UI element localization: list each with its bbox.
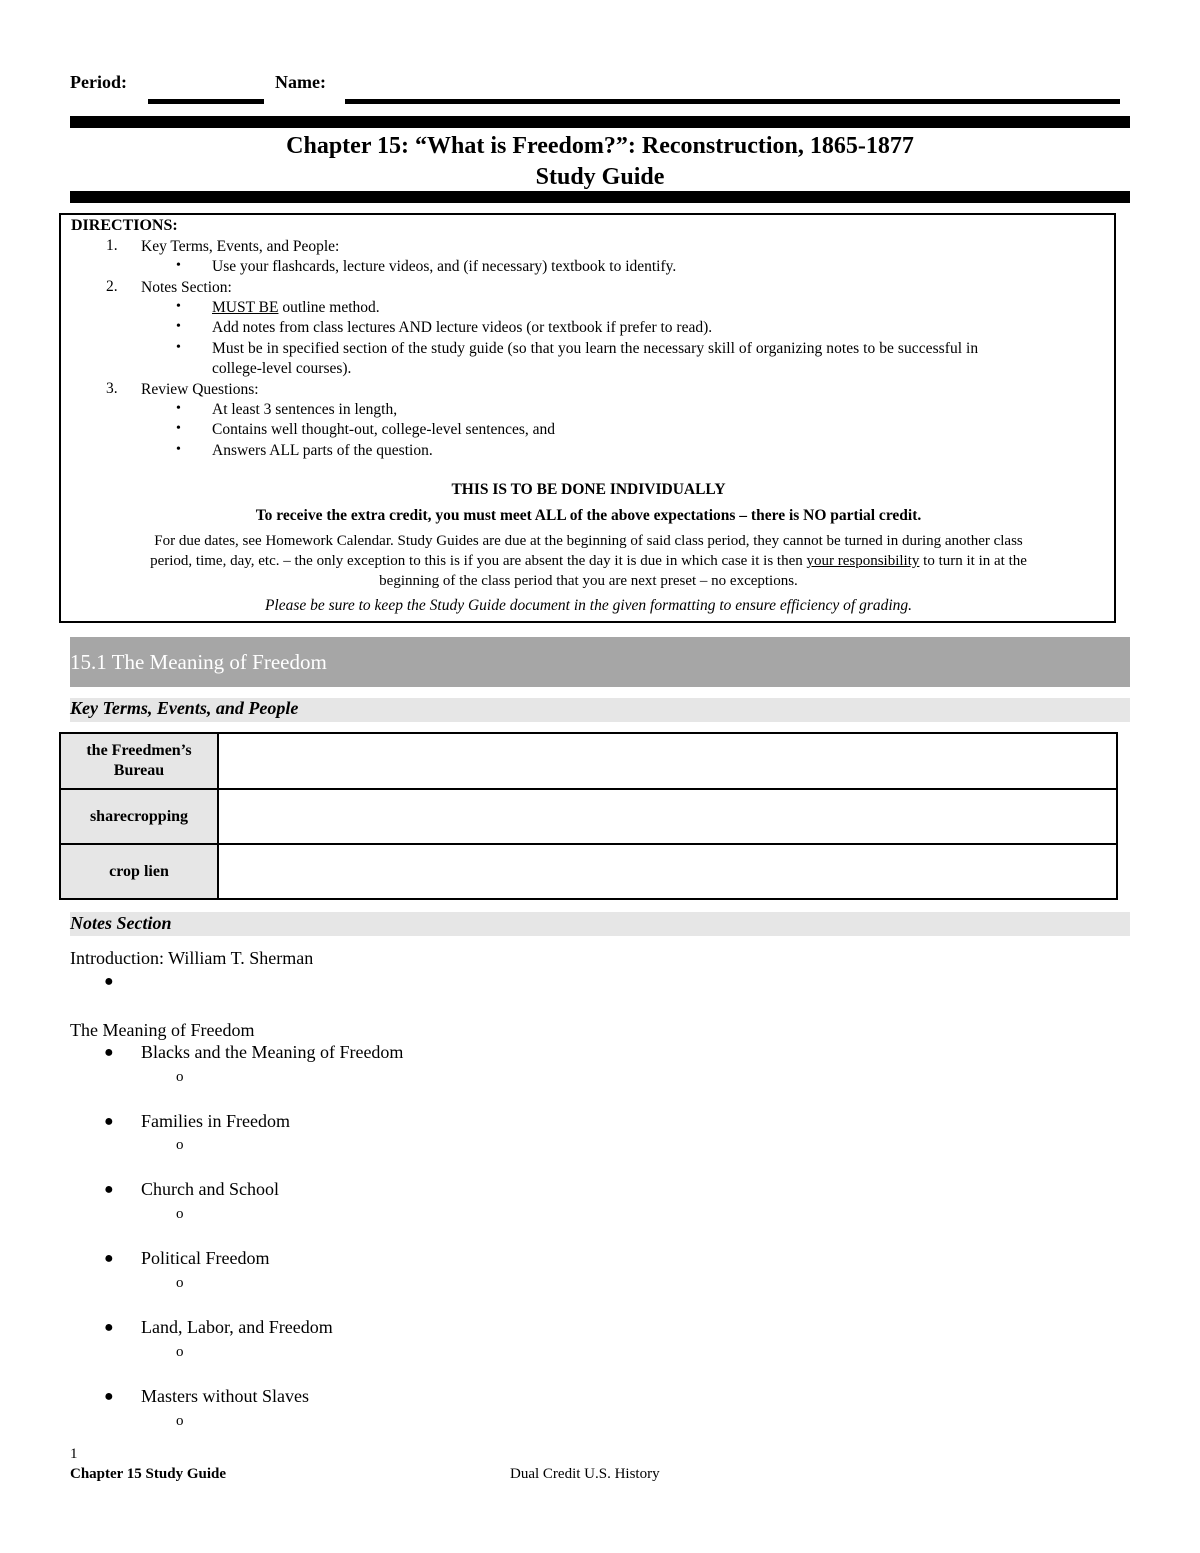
directions-box — [59, 213, 1116, 623]
extra-credit-notice: To receive the extra credit, you must meet ALL of the above expectations – there is NO partial credit. — [255, 507, 922, 524]
sub-bullet-circle-icon: o — [176, 1206, 184, 1222]
period-label: Period: — [70, 72, 127, 92]
sub-bullet-circle-icon: o — [176, 1275, 184, 1291]
term-cell: sharecropping — [60, 789, 218, 844]
direction-bullet: Use your flashcards, lecture videos, and (if necessary) textbook to identify. — [212, 258, 677, 275]
bullet-icon: • — [176, 421, 181, 436]
sub-bullet-circle-icon: o — [176, 1069, 184, 1085]
due-dates-line-3: beginning of the class period that you are next preset – no exceptions. — [379, 573, 798, 589]
must-be-underlined: MUST BE — [212, 299, 279, 316]
direction-number: 1. — [106, 237, 118, 254]
due-dates-line-1: For due dates, see Homework Calendar. Study Guides are due at the beginning of said class period, they cannot be turned in during another class — [154, 533, 1023, 549]
notes-subtopic: Families in Freedom — [141, 1111, 290, 1131]
due-dates-text: to turn it in at the — [919, 553, 1027, 569]
notes-heading-band — [70, 912, 1130, 936]
bullet-icon: • — [176, 258, 181, 273]
bullet-icon: ● — [104, 1388, 114, 1405]
direction-bullet: Add notes from class lectures AND lecture videos (or textbook if prefer to read). — [212, 319, 713, 336]
table-row — [60, 789, 1117, 844]
sub-bullet-circle-icon: o — [176, 1137, 184, 1153]
direction-item-text: Review Questions: — [141, 381, 259, 398]
direction-bullet: At least 3 sentences in length, — [212, 401, 398, 418]
must-be-rest: outline method. — [278, 299, 380, 316]
due-dates-line-2 — [71, 551, 1106, 571]
direction-number: 3. — [106, 380, 118, 397]
bullet-icon: • — [176, 299, 181, 314]
key-terms-table — [59, 732, 1118, 900]
directions-title: DIRECTIONS: — [71, 217, 178, 234]
footer-right: Dual Credit U.S. History — [510, 1466, 660, 1482]
bullet-icon: ● — [104, 1181, 114, 1198]
notes-subtopic: Political Freedom — [141, 1248, 270, 1268]
section-title: 15.1 The Meaning of Freedom — [70, 650, 327, 674]
notes-subtopic: Land, Labor, and Freedom — [141, 1317, 333, 1337]
direction-bullet: Must be in specified section of the study guide (so that you learn the necessary skill of organizing notes to be successful in — [212, 340, 979, 357]
name-label: Name: — [275, 72, 326, 92]
key-terms-heading: Key Terms, Events, and People — [70, 698, 299, 718]
direction-number: 2. — [106, 278, 118, 295]
term-definition-field[interactable] — [218, 789, 1117, 844]
name-blank-line[interactable] — [345, 99, 1120, 104]
bullet-icon: ● — [104, 973, 114, 990]
title-top-rule — [70, 116, 1130, 128]
title-bottom-rule — [70, 191, 1130, 203]
notes-heading: Notes Section — [70, 913, 172, 933]
term-definition-field[interactable] — [218, 844, 1117, 899]
page-title: Chapter 15: “What is Freedom?”: Reconstruction, 1865-1877 — [286, 133, 914, 159]
direction-bullet — [212, 298, 380, 318]
table-row — [60, 844, 1117, 899]
due-dates-text: period, time, day, etc. – the only exception to this is if you are absent the day it is due in which case it is then — [150, 553, 807, 569]
page-number: 1 — [70, 1446, 78, 1462]
sub-bullet-circle-icon: o — [176, 1413, 184, 1429]
page-subtitle: Study Guide — [535, 164, 665, 190]
direction-item-text: Key Terms, Events, and People: — [141, 238, 340, 255]
notes-subtopic: Church and School — [141, 1179, 279, 1199]
direction-item-text: Notes Section: — [141, 279, 232, 296]
individually-notice: THIS IS TO BE DONE INDIVIDUALLY — [451, 481, 726, 498]
term-label: the Freedmen’s Bureau — [86, 742, 192, 779]
bullet-icon: ● — [104, 1319, 114, 1336]
bullet-icon: • — [176, 401, 181, 416]
table-row — [60, 733, 1117, 789]
bullet-icon: ● — [104, 1044, 114, 1061]
bullet-icon: • — [176, 319, 181, 334]
bullet-icon: • — [176, 442, 181, 457]
bullet-icon: ● — [104, 1113, 114, 1130]
period-blank-line[interactable] — [148, 99, 264, 104]
formatting-notice: Please be sure to keep the Study Guide document in the given formatting to ensure efficiency of grading. — [264, 597, 913, 614]
direction-bullet: Contains well thought-out, college-level sentences, and — [212, 421, 556, 438]
bullet-icon: • — [176, 340, 181, 355]
bullet-icon: ● — [104, 1250, 114, 1267]
footer-left: Chapter 15 Study Guide — [70, 1466, 227, 1482]
direction-bullet: Answers ALL parts of the question. — [212, 442, 433, 459]
term-cell — [60, 733, 218, 789]
notes-subtopic: Blacks and the Meaning of Freedom — [141, 1042, 404, 1062]
notes-subtopic: Masters without Slaves — [141, 1386, 309, 1406]
notes-meaning-heading: The Meaning of Freedom — [70, 1020, 255, 1040]
term-definition-field[interactable] — [218, 733, 1117, 789]
direction-bullet-continued: college-level courses). — [212, 360, 352, 377]
sub-bullet-circle-icon: o — [176, 1344, 184, 1360]
notes-intro: Introduction: William T. Sherman — [70, 948, 314, 968]
responsibility-underlined: your responsibility — [806, 553, 920, 569]
term-cell: crop lien — [60, 844, 218, 899]
